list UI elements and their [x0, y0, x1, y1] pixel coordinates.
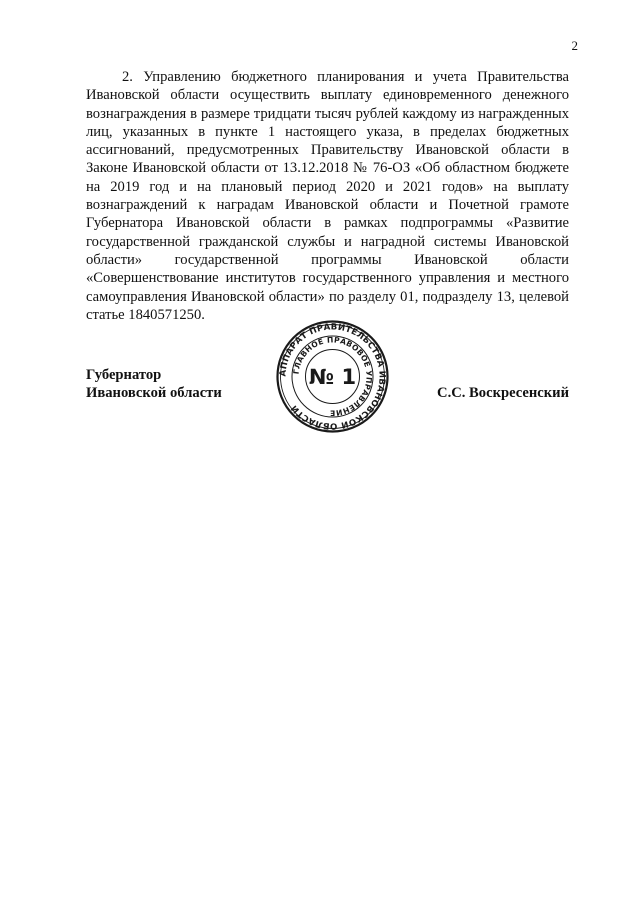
signer-name: С.С. Воскресенский: [437, 385, 569, 401]
stamp-number: № 1: [308, 365, 357, 389]
stamp-inner-text: ГЛАВНОЕ ПРАВОВОЕ УПРАВЛЕНИЕ: [291, 335, 374, 418]
signer-title-line2: Ивановской области: [86, 385, 222, 401]
paragraph-2: 2. Управлению бюджетного планирования и учета Правительства Ивановской области осуществить выплату единовременного денежного вознаграждения в размере тридцати тысяч рублей каждому из награжденных лиц, указанных в пункте 1 настоящего указа, в пределах бюджетных ассигнований, предусмотренных Правительству Ивановской области в Законе Ивановской области от 13.12.2018 № 76-ОЗ «Об областном бюджете на 2019 год и на плановый период 2020 и 2021 годов» на выплату вознаграждений к наградам Ивановской области и Почетной грамоте Губернатора Ивановской области в рамках подпрограммы «Развитие государственной гражданской службы и наградной системы Ивановской области» государственной программы Ивановской области «Совершенствование институтов государственного управления и местного самоуправления Ивановской области» по разделу 01, подразделу 13, целевой статье 1840571250.: [86, 69, 569, 323]
signer-title: [86, 366, 222, 402]
stamp-outer-text: АППАРАТ ПРАВИТЕЛЬСТВА ИВАНОВСКОЙ ОБЛАСТИ: [278, 322, 387, 431]
signer-title-line1: Губернатор: [86, 367, 162, 383]
official-stamp: [275, 319, 390, 434]
page-number: 2: [571, 38, 578, 53]
